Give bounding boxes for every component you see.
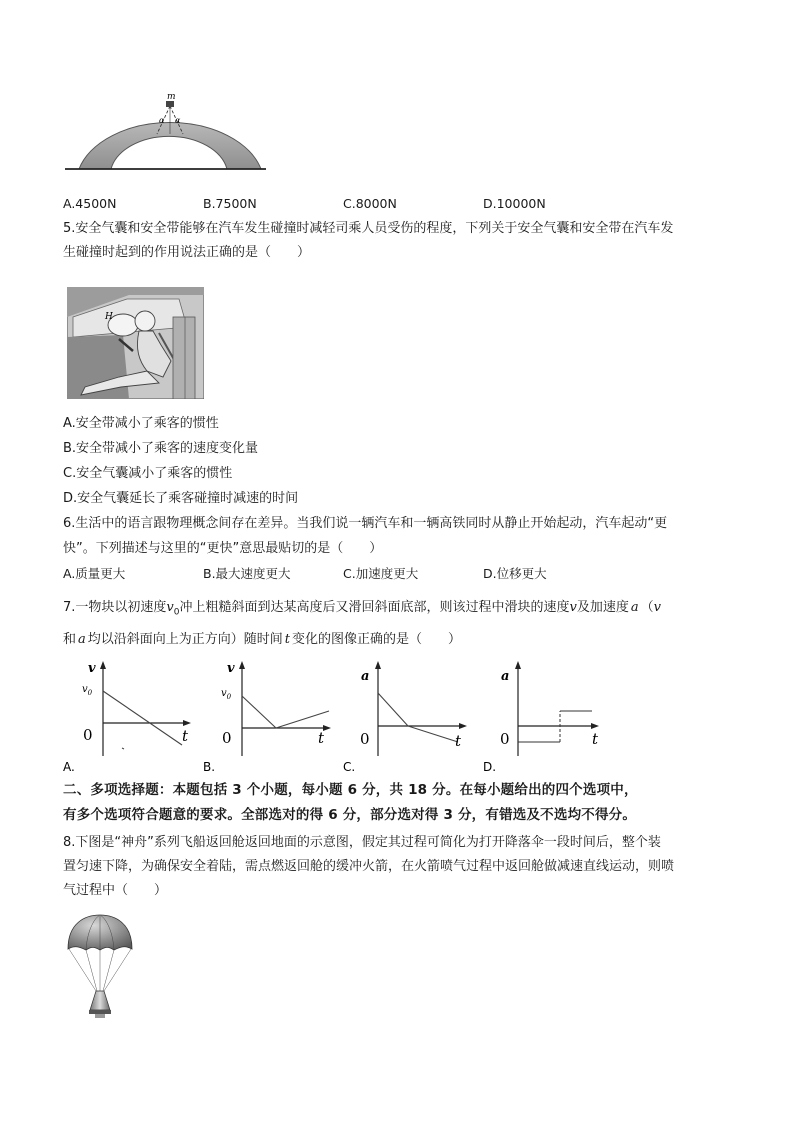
q7-v-symbol: v xyxy=(569,600,577,615)
q5-option-b[interactable]: B.安全带减小了乘客的速度变化量 xyxy=(63,441,259,456)
q6-option-b[interactable]: B.最大速度更大 xyxy=(203,566,291,581)
angle-label-left: α xyxy=(159,116,165,125)
q7-a-symbol: a xyxy=(630,600,639,615)
graph-d-y-axis-label: a xyxy=(501,669,510,684)
graph-c-origin-label: 0 xyxy=(360,730,370,748)
q7-graph-d[interactable] xyxy=(482,658,617,776)
q8-stem-line3: 气过程中（ ） xyxy=(63,883,168,898)
graph-a-letter[interactable]: A. xyxy=(63,760,75,774)
graph-a-v0-label: $v_0$ xyxy=(82,684,93,697)
graph-c-letter[interactable]: C. xyxy=(343,760,356,774)
q7-stem-text-a: 7.一物块以初速度 xyxy=(63,600,167,615)
angle-label-right: α xyxy=(175,116,181,125)
q7-v0-symbol: v xyxy=(166,600,174,615)
q7-stem-text-c: 及加速度 xyxy=(576,600,629,615)
graph-b-origin-label: 0 xyxy=(222,729,232,747)
section2-heading-line2: 有多个选项符合题意的要求。全部选对的得 6 分，部分选对得 3 分，有错选及不选均不得分。 xyxy=(63,807,637,823)
q5-option-a[interactable]: A.安全带减小了乘客的惯性 xyxy=(63,416,219,431)
q5-option-d[interactable]: D.安全气囊延长了乘客碰撞时减速的时间 xyxy=(63,491,299,506)
graph-a-origin-label: 0 xyxy=(83,726,93,744)
q4-option-a[interactable]: A.4500N xyxy=(63,196,117,211)
q7-stem-text-g: 变化的图像正确的是（ ） xyxy=(292,632,462,647)
q6-stem-line2: 快”。下列描述与这里的“更快”意思最贴切的是（ ） xyxy=(63,541,383,556)
q7-stem-line1 xyxy=(63,599,661,622)
q7-stem-text-e: 和 xyxy=(63,632,77,647)
q4-option-c[interactable]: C.8000N xyxy=(343,196,397,211)
q6-option-c[interactable]: C.加速度更大 xyxy=(343,566,419,581)
section2-heading-line1: 二、多项选择题：本题包括 3 个小题，每小题 6 分，共 18 分。在每小题给出的四个选项中， xyxy=(63,782,638,798)
q7-t-symbol: t xyxy=(284,632,291,647)
q7-stem-text-d: （ xyxy=(640,600,654,615)
q7-v-symbol-2: v xyxy=(653,600,662,615)
q5-stem-line1: 5.安全气囊和安全带能够在汽车发生碰撞时减轻司乘人员受伤的程度，下列关于安全气囊和安全带在汽车发 xyxy=(63,221,674,236)
graph-d-x-axis-label: t xyxy=(592,730,599,748)
q6-option-a[interactable]: A.质量更大 xyxy=(63,566,126,581)
q5-stem-line2: 生碰撞时起到的作用说法正确的是（ ） xyxy=(63,245,311,260)
parachute-capsule-figure xyxy=(65,913,135,1023)
graph-c-y-axis-label: a xyxy=(361,669,370,684)
q7-graph-a[interactable] xyxy=(62,658,197,776)
graph-a-y-axis-label: v xyxy=(88,661,96,676)
q7-v0-subscript: 0 xyxy=(173,607,180,618)
q6-option-d[interactable]: D.位移更大 xyxy=(483,566,547,581)
q4-option-b[interactable]: B.7500N xyxy=(203,196,257,211)
graph-a-x-axis-label: t xyxy=(182,727,189,745)
graph-b-v0-label: $v_0$ xyxy=(221,688,232,701)
q5-option-c[interactable]: C.安全气囊减小了乘客的惯性 xyxy=(63,466,233,481)
q8-stem-line2: 置匀速下降，为确保安全着陆，需点燃返回舱的缓冲火箭，在火箭喷气过程中返回舱做减速直线运动，则喷 xyxy=(63,859,675,874)
graph-b-letter[interactable]: B. xyxy=(203,760,216,774)
q7-graph-b[interactable] xyxy=(202,658,337,776)
graph-d-origin-label: 0 xyxy=(500,730,510,748)
graph-b-y-axis-label: v xyxy=(227,661,235,676)
q6-stem-line1: 6.生活中的语言跟物理概念间存在差异。当我们说一辆汽车和一辆高铁同时从静止开始起动，汽车起动“更 xyxy=(63,516,668,531)
q8-stem-line1: 8.下图是“神舟”系列飞船返回舱返回地面的示意图，假定其过程可简化为打开降落伞一段时间后，整个装 xyxy=(63,835,661,850)
q7-graph-c[interactable] xyxy=(342,658,477,776)
q7-stem-text-b: 冲上粗糙斜面到达某高度后又滑回斜面底部，则该过程中滑块的速度 xyxy=(179,600,570,615)
q4-option-d[interactable]: D.10000N xyxy=(483,196,546,211)
q7-a-symbol-2: a xyxy=(78,632,86,647)
airbag-figure xyxy=(67,287,204,399)
graph-d-letter[interactable]: D. xyxy=(483,760,497,774)
mass-label: m xyxy=(167,92,176,102)
arch-bridge-figure xyxy=(63,92,268,174)
graph-b-x-axis-label: t xyxy=(318,729,325,747)
q7-stem-line2 xyxy=(63,631,461,649)
graph-c-x-axis-label: t xyxy=(455,732,462,750)
airbag-label: H xyxy=(105,312,113,322)
q7-stem-text-f: 均以沿斜面向上为正方向）随时间 xyxy=(87,632,283,647)
